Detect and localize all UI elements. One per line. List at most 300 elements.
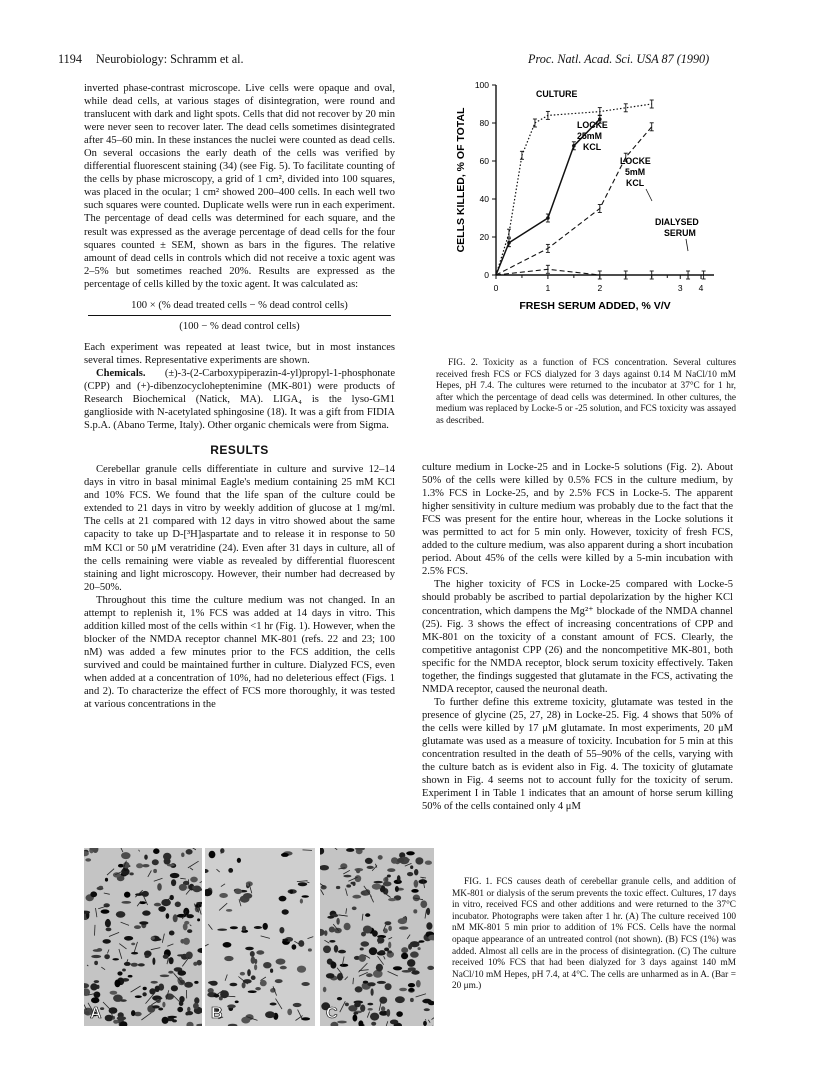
- data-point: [520, 151, 524, 159]
- results-paragraph-1: Cerebellar granule cells differentiate in culture and survive 12–14 days in vitro in basal minimal Eagle's medium containing 25 mM KCl and 10% FCS. We found that the life span of the culture could be extended to 21 days in vitro by weekly addition of glucose at 1 mg/ml. The cells at 21 compared with 12 days in vitro showed about the same capacity to take up D-[³H]aspartate and to release it in response to 50 mM KCl or 50 μM veratridine (24). Even after 31 days in culture, all of the cells remaining were viable as revealed by differential fluorescent staining and light microscopy. However, their number had decreased by 20–50%.: [84, 464, 395, 593]
- cell-blob: [279, 896, 287, 902]
- cell-blob: [112, 958, 119, 960]
- cell-blob: [226, 909, 232, 912]
- cell-blob: [177, 1007, 183, 1012]
- cell-blob: [214, 994, 220, 998]
- cell-blob: [255, 987, 261, 990]
- cell-blob: [164, 858, 171, 865]
- cell-blob: [279, 927, 284, 933]
- data-point: [546, 111, 550, 119]
- cell-blob: [297, 966, 306, 973]
- cell-blob: [139, 921, 148, 924]
- cell-blob: [153, 869, 157, 873]
- cell-blob: [171, 879, 176, 886]
- equation: [84, 299, 395, 333]
- cell-blob: [395, 886, 399, 892]
- cell-blob: [337, 997, 342, 1000]
- cell-blob: [162, 1017, 169, 1024]
- chart-annotation: 25mM: [577, 131, 602, 141]
- cell-blob: [106, 928, 112, 932]
- panel-label: C: [326, 1005, 338, 1022]
- cell-blob: [99, 886, 103, 889]
- cell-blob: [265, 1011, 275, 1018]
- cell-blob: [413, 909, 417, 913]
- cell-blob: [343, 875, 351, 878]
- y-tick-label: 80: [479, 118, 489, 128]
- cell-blob: [142, 992, 146, 996]
- cell-blob: [193, 1003, 199, 1009]
- cell-blob: [85, 858, 91, 861]
- cell-blob: [378, 855, 383, 860]
- cell-blob: [219, 893, 228, 898]
- cell-blob: [161, 899, 171, 906]
- cell-blob: [416, 980, 421, 987]
- cell-blob: [250, 951, 255, 957]
- cell-blob: [399, 926, 408, 929]
- cell-blob: [397, 875, 401, 882]
- cell-blob: [220, 848, 224, 853]
- cell-blob: [254, 926, 262, 929]
- cell-blob: [157, 883, 162, 891]
- cell-blob: [142, 891, 149, 897]
- cell-blob: [237, 858, 241, 863]
- cell-blob: [377, 981, 386, 984]
- x-axis-label: FRESH SERUM ADDED, % V/V: [519, 300, 671, 312]
- cell-blob: [242, 982, 246, 988]
- cell-blob: [385, 877, 388, 882]
- cell-blob: [336, 886, 340, 889]
- x-tick-label: 4: [698, 283, 704, 293]
- cell-blob: [287, 1009, 292, 1016]
- cell-blob: [386, 1009, 390, 1017]
- cell-blob: [368, 1008, 373, 1011]
- chart-annotation: SERUM: [664, 228, 696, 238]
- cell-blob: [275, 979, 283, 983]
- cell-blob: [115, 980, 121, 988]
- chemicals-heading: Chemicals.: [96, 367, 146, 379]
- cell-blob: [93, 949, 102, 952]
- cell-blob: [355, 875, 362, 882]
- fig1-caption: [452, 877, 736, 993]
- cell-blob: [90, 891, 97, 897]
- point-marker: [507, 241, 511, 245]
- cell-blob: [162, 1002, 165, 1008]
- cell-blob: [411, 889, 418, 893]
- cell-blob: [352, 895, 361, 899]
- equation-denominator: (100 − % dead control cells): [179, 320, 300, 332]
- cell-blob: [248, 990, 257, 993]
- chart-annotation: LOCKE: [577, 120, 608, 130]
- chart-annotation: LOCKE: [620, 156, 651, 166]
- cell-blob: [410, 865, 413, 869]
- cell-blob: [208, 981, 217, 984]
- cell-blob: [369, 947, 377, 955]
- cell-blob: [116, 911, 126, 918]
- cell-blob: [300, 899, 303, 904]
- cell-blob: [171, 985, 178, 991]
- cell-blob: [153, 848, 159, 854]
- cell-blob: [160, 975, 170, 978]
- chart-annotation: KCL: [583, 142, 602, 152]
- running-head-right: Proc. Natl. Acad. Sci. USA 87 (1990): [528, 52, 710, 66]
- cell-blob: [105, 919, 111, 927]
- cell-blob: [374, 881, 383, 883]
- page-number: 1194: [58, 52, 82, 66]
- cell-blob: [118, 864, 124, 868]
- neurite: [95, 925, 96, 936]
- cell-blob: [154, 903, 161, 907]
- neurite: [303, 850, 313, 851]
- fig1-caption-text: FIG. 1. FCS causes death of cerebellar granule cells, and addition of MK-801 or dialysis of the serum prevents the toxic effect. Cultures, 17 days in vitro, received FCS and other additions and were returned to the 37°C incubator. Photographs were taken after 1 hr. (A) The culture received 100 nM MK-801 5 min prior to addition of 1% FCS. Cells have the normal opaque appearance of an untreated control (not shown). (B) FCS (1%) was added. Almost all cells are in the process of disintegration. (C) The culture received 10% FCS that had been dialyzed for 3 days against 140 mM NaCl/10 mM Hepes, pH 7.4, at 4°C. The cells are unharmed as in A. (Bar = 20 μm.): [452, 877, 736, 992]
- cell-blob: [256, 950, 264, 954]
- cell-blob: [124, 892, 130, 898]
- cell-blob: [172, 1019, 177, 1022]
- cell-blob: [388, 942, 391, 949]
- cell-blob: [370, 1013, 379, 1021]
- y-tick-label: 100: [474, 80, 489, 90]
- cell-blob: [192, 886, 196, 889]
- cell-blob: [338, 950, 346, 954]
- chemicals-paragraph: [84, 367, 395, 432]
- chart-annotation: 5mM: [625, 167, 646, 177]
- cell-blob: [263, 962, 271, 968]
- running-head-left: Neurobiology: Schramm et al.: [96, 52, 244, 66]
- cell-blob: [398, 918, 407, 924]
- cell-blob: [240, 972, 245, 976]
- cell-blob: [178, 970, 187, 975]
- cell-blob: [326, 973, 335, 978]
- cell-blob: [183, 923, 188, 930]
- cell-blob: [91, 955, 101, 958]
- data-point: [598, 108, 602, 116]
- cell-blob: [396, 1011, 403, 1017]
- cell-blob: [385, 921, 392, 925]
- cell-blob: [169, 931, 175, 936]
- chart-annotation: DIALYSED: [655, 217, 699, 227]
- cell-blob: [324, 930, 327, 936]
- panel-label: A: [90, 1005, 102, 1022]
- cell-blob: [158, 1008, 163, 1011]
- cell-blob: [131, 1010, 135, 1016]
- cell-blob: [407, 959, 415, 967]
- cell-blob: [354, 1002, 361, 1007]
- cell-blob: [135, 995, 142, 998]
- cell-blob: [292, 944, 297, 949]
- cell-blob: [427, 966, 434, 970]
- cell-blob: [234, 889, 242, 894]
- cell-blob: [397, 858, 404, 863]
- y-tick-label: 40: [479, 194, 489, 204]
- cell-blob: [228, 868, 233, 873]
- cell-blob: [138, 963, 145, 966]
- cell-blob: [282, 909, 289, 914]
- cell-blob: [263, 923, 268, 930]
- cell-blob: [223, 942, 232, 948]
- cell-blob: [94, 980, 99, 983]
- cell-blob: [376, 964, 383, 972]
- cell-blob: [410, 998, 414, 1002]
- cell-blob: [372, 930, 378, 936]
- cell-blob: [337, 1021, 347, 1024]
- cell-blob: [144, 855, 148, 860]
- cell-blob: [346, 848, 354, 852]
- chart-annotation: CULTURE: [536, 89, 578, 99]
- cell-blob: [367, 982, 375, 986]
- fraction-bar: [88, 315, 391, 316]
- cell-blob: [418, 947, 421, 950]
- cell-blob: [193, 962, 197, 966]
- cell-blob: [105, 1015, 113, 1022]
- y-tick-label: 0: [484, 270, 489, 280]
- cell-blob: [143, 987, 147, 990]
- cell-blob: [344, 923, 351, 931]
- cell-blob: [91, 997, 99, 1003]
- cell-blob: [352, 907, 357, 911]
- cell-blob: [194, 981, 198, 984]
- cell-blob: [183, 938, 190, 945]
- cell-blob: [381, 1006, 385, 1011]
- cell-blob: [366, 973, 373, 977]
- neurite: [425, 1019, 426, 1020]
- cell-blob: [122, 969, 126, 972]
- cell-blob: [94, 961, 98, 965]
- cell-blob: [393, 966, 402, 970]
- annotation-arrow: [686, 239, 688, 251]
- y-tick-label: 60: [479, 156, 489, 166]
- cell-blob: [401, 947, 408, 953]
- cell-blob: [388, 926, 392, 931]
- cell-blob: [355, 986, 363, 992]
- data-point: [598, 205, 602, 213]
- cell-blob: [379, 950, 385, 954]
- data-point: [546, 244, 550, 252]
- cell-blob: [94, 992, 101, 998]
- cell-blob: [426, 908, 430, 915]
- right-paragraph-3: To further define this extreme toxicity, glutamate was tested in the presence of glycine (25, 27, 28) in Locke-25. Fig. 4 shows that 50% of the cells were killed by 17 μM glutamate. In most experiments, 20 μM glutamate was used as a measure of toxicity. Incubation for 5 min at this concentration resulted in the death of 55–90% of the cells, varying with the culture batch as is evident also in Fig. 4. The toxicity of glutamate shown in Fig. 4 seems not to account fully for the toxicity of serum. Experiment I in Table 1 indicates that an amount of horse serum killing 50% of the cells contained only 4 μM: [422, 696, 733, 813]
- cell-blob: [323, 987, 327, 992]
- cell-blob: [367, 866, 374, 869]
- results-heading: RESULTS: [210, 443, 269, 458]
- cell-blob: [356, 869, 360, 873]
- cell-blob: [365, 889, 371, 895]
- cell-blob: [254, 964, 257, 970]
- cell-blob: [151, 936, 155, 940]
- cell-blob: [186, 1011, 193, 1015]
- series-line-1: [496, 104, 652, 275]
- cell-blob: [242, 926, 246, 931]
- y-tick-label: 20: [479, 232, 489, 242]
- cell-blob: [181, 853, 184, 858]
- cell-blob: [145, 955, 150, 958]
- cell-blob: [167, 1016, 177, 1019]
- cell-blob: [353, 1012, 358, 1015]
- cell-blob: [363, 926, 372, 934]
- cell-blob: [345, 1003, 349, 1007]
- cell-blob: [129, 872, 133, 875]
- cell-blob: [152, 1005, 160, 1008]
- cell-blob: [330, 962, 336, 969]
- cell-blob: [175, 902, 181, 908]
- cell-blob: [270, 969, 273, 973]
- cell-blob: [298, 940, 304, 947]
- cell-blob: [224, 956, 233, 961]
- cell-blob: [422, 999, 431, 1004]
- cell-blob: [425, 861, 432, 865]
- cell-blob: [131, 952, 138, 955]
- cell-blob: [121, 852, 130, 859]
- cell-blob: [351, 882, 355, 885]
- cell-blob: [399, 988, 407, 991]
- cell-blob: [151, 981, 158, 984]
- cell-blob: [423, 1021, 427, 1026]
- cell-blob: [365, 858, 373, 864]
- x-tick-label: 1: [545, 283, 551, 293]
- cell-blob: [281, 853, 289, 857]
- cell-blob: [166, 913, 170, 919]
- cell-blob: [217, 929, 227, 931]
- cell-blob: [117, 971, 122, 975]
- cell-blob: [142, 864, 149, 867]
- cell-blob: [383, 881, 392, 886]
- cell-blob: [152, 958, 155, 965]
- data-point: [650, 100, 654, 108]
- cell-blob: [113, 1020, 118, 1024]
- cell-blob: [371, 1022, 376, 1026]
- results-paragraph-2: Throughout this time the culture medium was not changed. In an attempt to replenish it, 1% FCS was added at 14 days in vitro. This addition killed most of the cells within <1 hr (Fig. 1). However, when the blocker of the NMDA receptor channel MK-801 (refs. 22 and 23; 100 nM) was added a few minutes prior to the FCS addition, the cells survived and could be maintained further in culture. Dialyzed FCS, even when added at a concentration of 10%, had no deleterious effect (Figs. 1 and 2). To characterize the effect of FCS more thoroughly, it was tested at various concentrations in the: [84, 594, 395, 711]
- cell-blob: [190, 877, 198, 883]
- cell-blob: [388, 898, 396, 901]
- cell-blob: [424, 1008, 430, 1011]
- cell-blob: [353, 1014, 358, 1021]
- left-column: [84, 82, 395, 711]
- cell-blob: [170, 873, 180, 878]
- cell-blob: [363, 981, 368, 984]
- cell-blob: [387, 868, 395, 872]
- cell-blob: [101, 909, 110, 913]
- cell-blob: [209, 851, 216, 859]
- cell-blob: [365, 913, 370, 917]
- cell-blob: [105, 878, 108, 882]
- cell-blob: [414, 880, 419, 888]
- cell-blob: [298, 882, 307, 886]
- cell-blob: [308, 948, 312, 951]
- cell-blob: [110, 991, 118, 995]
- annotation-arrow: [646, 189, 652, 201]
- cell-blob: [367, 1003, 373, 1006]
- y-axis-label: CELLS KILLED, % OF TOTAL: [455, 107, 467, 253]
- cell-blob: [282, 939, 288, 942]
- cell-blob: [158, 906, 166, 912]
- cell-blob: [177, 954, 186, 956]
- cell-blob: [124, 962, 131, 966]
- cell-blob: [426, 932, 429, 935]
- cell-blob: [377, 937, 384, 944]
- cell-blob: [395, 996, 405, 1003]
- panel-label: B: [211, 1005, 223, 1022]
- cell-blob: [401, 953, 408, 960]
- cell-blob: [407, 872, 413, 876]
- cell-blob: [180, 980, 185, 984]
- cell-blob: [184, 982, 193, 988]
- micrograph-panel-a: [84, 848, 202, 1026]
- cell-blob: [85, 1011, 90, 1014]
- cell-blob: [155, 986, 160, 992]
- cell-blob: [420, 900, 427, 908]
- right-paragraph-2: The higher toxicity of FCS in Locke-25 compared with Locke-5 should probably be ascribed to partial depolarization by the higher KCl concentration, which dampens the Mg²⁺ blockade of the NMDA channel (25). Fig. 3 shows the effect of increasing concentrations of CPP and MK-801 on the toxicity of a constant amount of FCS. Clearly, the competitive antagonist CPP (26) and the noncompetitive MK-801, both specific for the NMDA receptor, block serum toxicity effectively. Taken together, the findings suggested that glutamate in the FCS, activating the NMDA receptor, caused the neuronal death.: [422, 579, 733, 695]
- cell-blob: [426, 922, 432, 929]
- cell-blob: [270, 1003, 277, 1006]
- cell-blob: [340, 964, 349, 967]
- cell-blob: [186, 952, 193, 960]
- cell-blob: [120, 999, 127, 1002]
- cell-blob: [251, 956, 256, 963]
- x-tick-label: 0: [493, 283, 499, 293]
- cell-blob: [329, 940, 335, 943]
- cell-blob: [197, 918, 200, 921]
- cell-blob: [323, 946, 331, 954]
- cell-blob: [128, 975, 133, 978]
- cell-blob: [187, 929, 192, 933]
- cell-blob: [230, 926, 238, 929]
- right-paragraph-1: culture medium in Locke-25 and in Locke-5 solutions (Fig. 2). About 50% of the cells were killed by 0.5% FCS in the culture medium, by 1.3% FCS in Locke-25, and by 2.5% FCS in Locke-5. The apparent higher sensitivity in culture medium was probably due to the fact that the FCS was present for the entire hour, whereas in the Locke solutions it was permitted to act for 5 min only. However, toxicity of fresh FCS, added to the culture medium, was also apparent during a short incubation period. About 45% of the cells were killed by a 5-min incubation with 2.5% FCS.: [422, 462, 733, 578]
- cell-blob: [408, 944, 412, 950]
- micrograph-panel-c: [320, 848, 438, 1026]
- cell-blob: [336, 918, 339, 925]
- cell-blob: [410, 951, 419, 957]
- point-marker: [546, 216, 550, 220]
- cell-blob: [391, 857, 398, 864]
- cell-blob: [334, 945, 338, 953]
- cell-blob: [169, 957, 174, 964]
- cell-blob: [379, 997, 387, 1004]
- cell-blob: [163, 954, 169, 959]
- data-point: [507, 229, 511, 237]
- cell-blob: [152, 859, 159, 865]
- cell-blob: [136, 863, 143, 868]
- cell-blob: [230, 983, 238, 987]
- cell-blob: [406, 851, 415, 855]
- cell-blob: [411, 970, 419, 974]
- cell-blob: [103, 939, 111, 944]
- cell-blob: [124, 936, 133, 941]
- cell-blob: [260, 980, 267, 986]
- cell-blob: [227, 1004, 236, 1008]
- cell-blob: [293, 1003, 302, 1007]
- cell-blob: [90, 983, 97, 990]
- cell-blob: [360, 1005, 365, 1012]
- fig2-caption: [436, 358, 736, 428]
- cell-blob: [104, 954, 110, 959]
- cell-blob: [186, 849, 193, 855]
- methods-paragraph: inverted phase-contrast microscope. Live cells were opaque and oval, while dead cells, at various stages of disintegration, were round and translucent with dark and light spots. Cells that did not recover by 20 min were never seen to recover later. The dead cells sometimes disintegrated after 45–60 min. In these instances the nuclei were counted as dead cells. On several occasions the early death of the cells was verified by differential fluorescent staining (34) (see Fig. 5). To facilitate counting of the cells by phase microscopy, a grid of 1 cm², divided into 100 squares, was placed in the ocular; 1 cm² showed 200–400 cells. In each well two such squares were counted. Duplicate wells were run in each experiment. The percentage of dead cells was determined for each square, and the result was expressed as the average percentage of dead cells for the four squares counted ± SEM, shown as bars in the figures. The relative amount of dead cells in controls which did not receive a toxic agent was 2–5% but sometimes reached 20%. Results are expressed as the percentage of cells killed by the toxic agent. It was calculated as:: [84, 83, 395, 290]
- cell-blob: [371, 988, 374, 995]
- x-tick-label: 3: [677, 283, 683, 293]
- cell-blob: [408, 983, 415, 987]
- cell-blob: [245, 947, 254, 950]
- methods-paragraph-2: Each experiment was repeated at least twice, but in most instances several times. Representative experiments are shown.: [84, 341, 395, 366]
- equation-numerator: 100 × (% dead treated cells − % dead control cells): [131, 299, 348, 311]
- cell-blob: [385, 983, 392, 990]
- cell-blob: [197, 960, 202, 966]
- chemicals-body: (±)-3-(2-Carboxypiperazin-4-yl)propyl-1-phosphonate (CPP) and (+)-dibenzocycloheptenimine (MK-801) were products of Research Biochemical (Natick, MA). LIGA₄ is the lyso-GM1 ganglioside with N-acetylated sphingosine (18). It was a gift from FIDIA S.p.A. (Abano Terme, Italy). Other organic chemicals were from Sigma.: [84, 367, 395, 432]
- cell-blob: [302, 895, 309, 898]
- cell-blob: [346, 884, 351, 887]
- cell-blob: [402, 970, 412, 973]
- cell-blob: [194, 997, 199, 1004]
- micrograph-panel-b: [205, 848, 323, 1026]
- cell-blob: [387, 950, 392, 953]
- cell-blob: [109, 1007, 118, 1014]
